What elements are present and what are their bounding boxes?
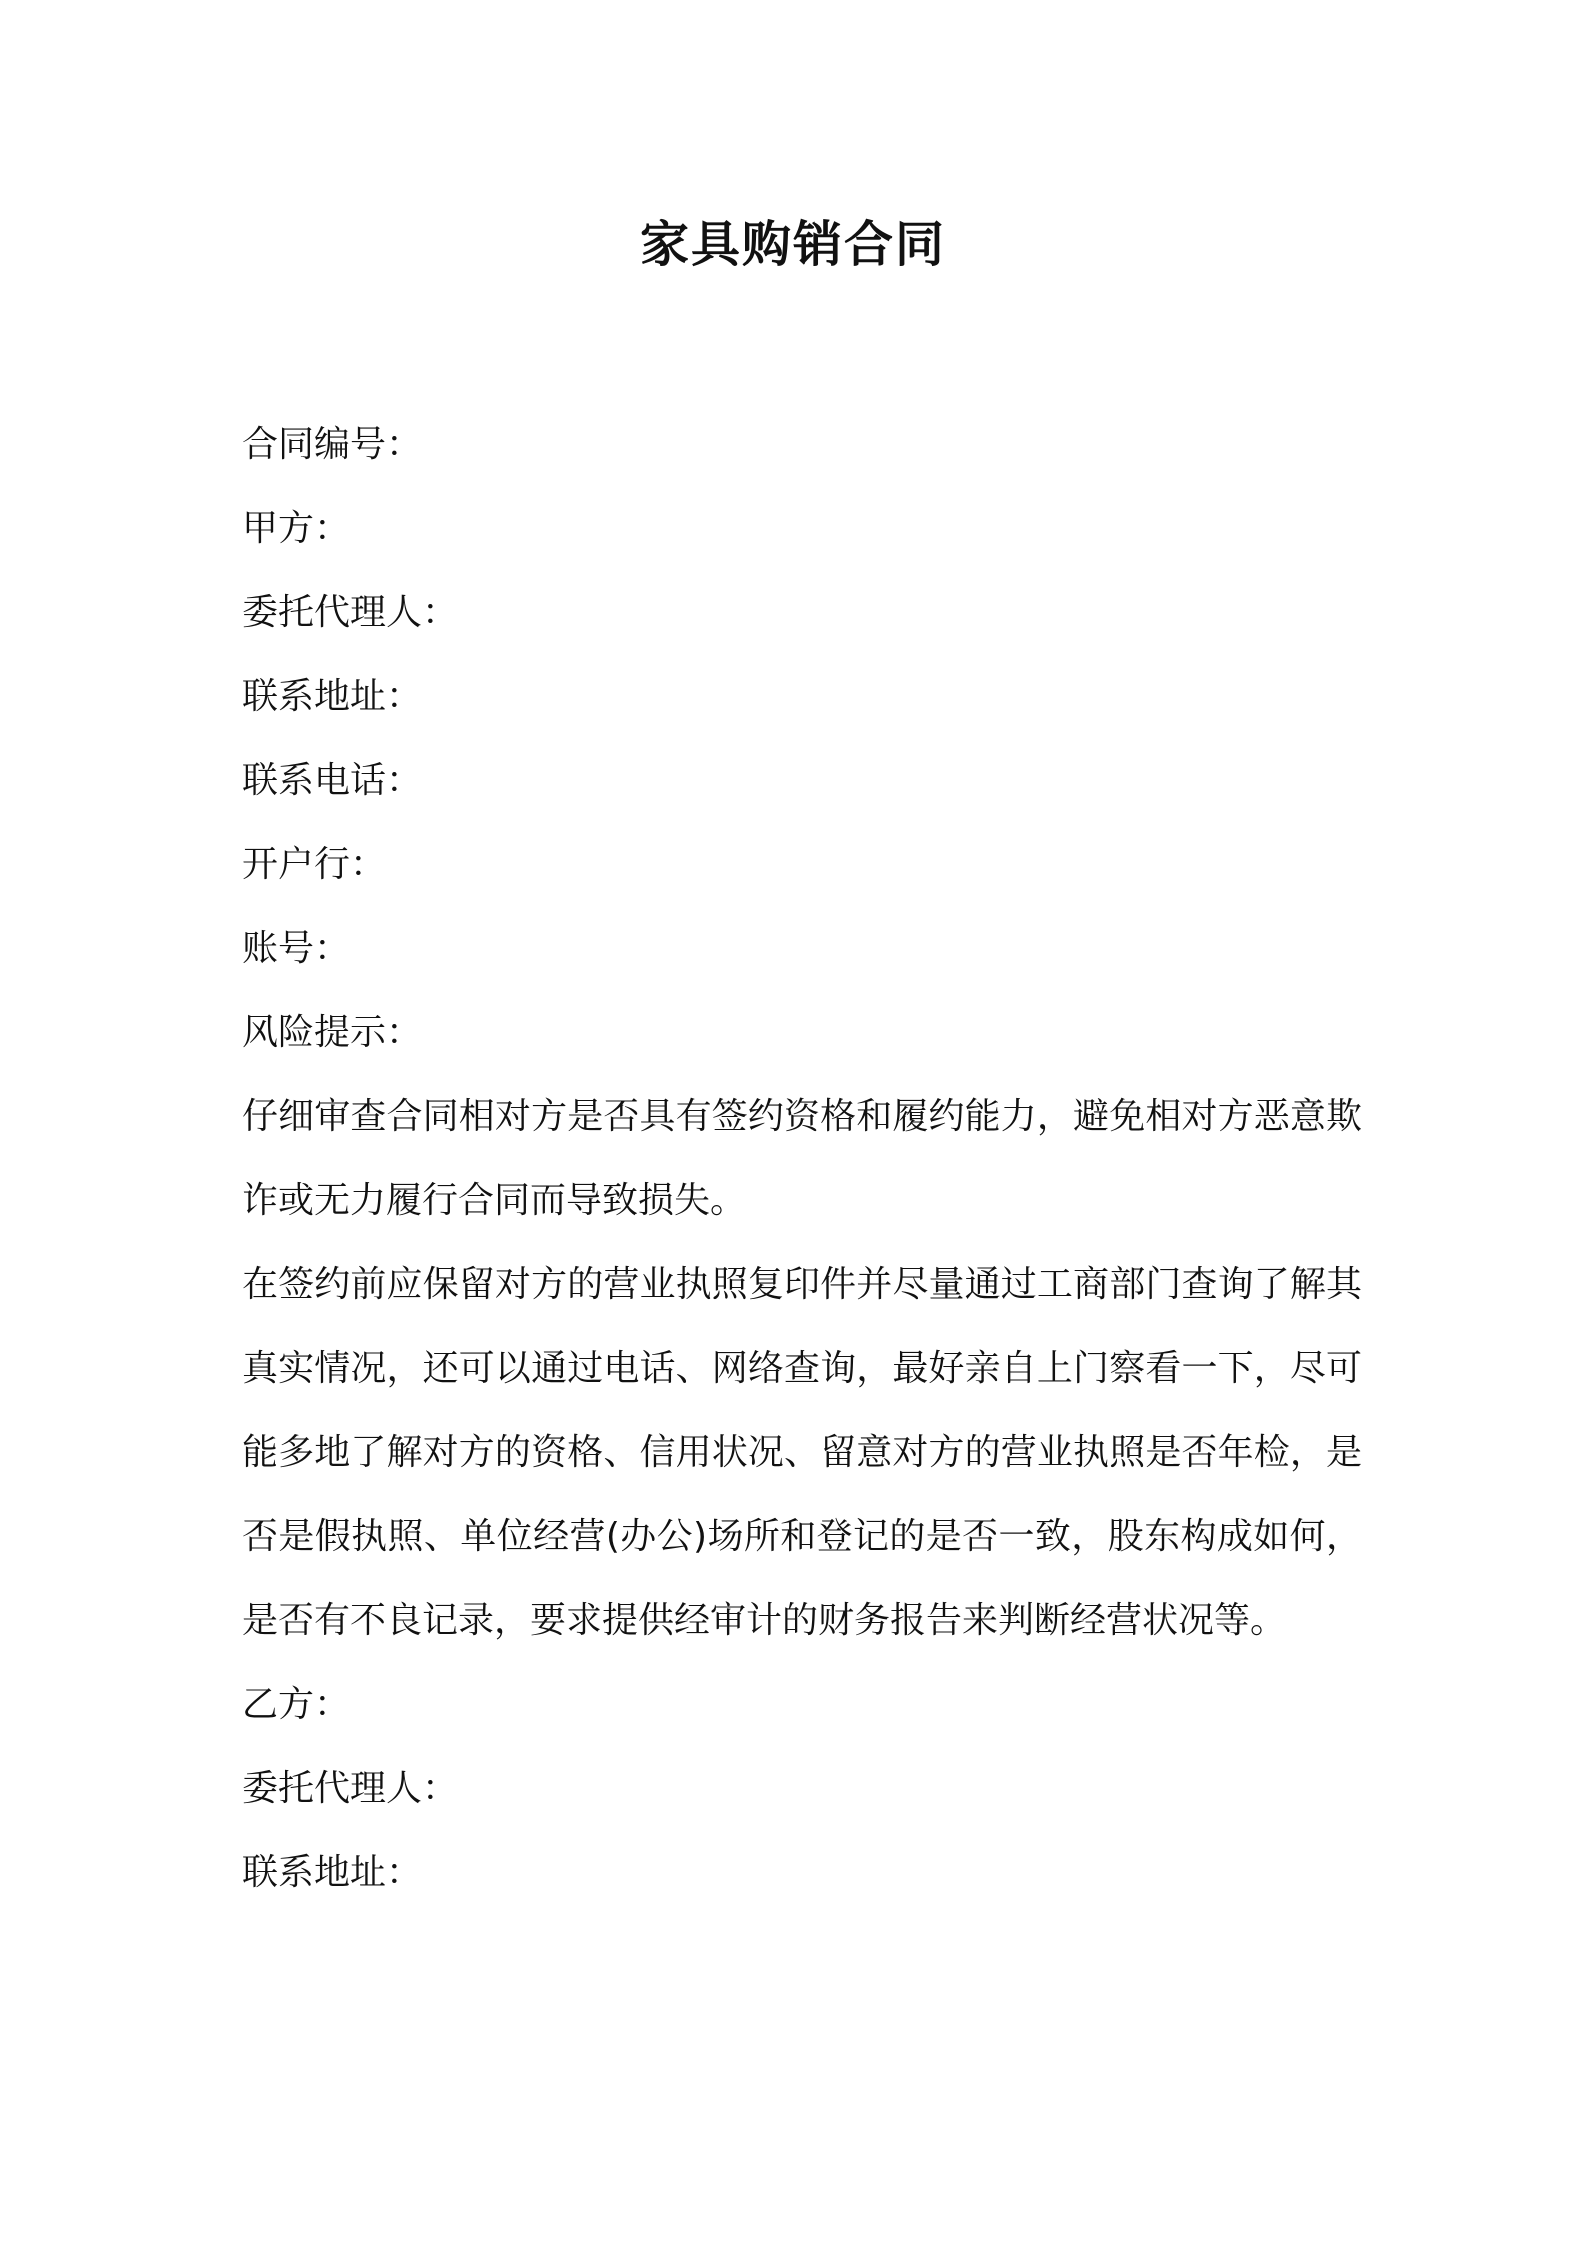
field-party-a-agent: 委托代理人：	[242, 592, 459, 633]
field-party-b-agent: 委托代理人：	[242, 1768, 459, 1809]
field-party-a-account: 账号：	[242, 928, 351, 969]
field-party-a-bank: 开户行：	[242, 844, 387, 885]
field-party-a: 甲方：	[242, 508, 351, 549]
document-title: 家具购销合同	[639, 216, 946, 273]
field-party-a-address: 联系地址：	[242, 676, 423, 717]
field-party-b: 乙方：	[242, 1684, 351, 1725]
risk-paragraph: 在签约前应保留对方的营业执照复印件并尽量通过工商部门查询了解其真实情况，还可以通过电话、网络查询，最好亲自上门察看一下，尽可能多地了解对方的资格、信用状况、留意对方的营业执照是否年检，是否是假执照、单位经营(办公)场所和登记的是否一致，股东构成如何，是否有不良记录，要求提供经审计的财务报告来判断经营状况等。	[242, 1264, 1362, 1641]
risk-paragraph: 仔细审查合同相对方是否具有签约资格和履约能力，避免相对方恶意欺诈或无力履行合同而导致损失。	[242, 1096, 1362, 1221]
field-party-a-phone: 联系电话：	[242, 760, 423, 801]
field-party-b-address: 联系地址：	[242, 1852, 423, 1893]
risk-heading: 风险提示：	[242, 1012, 423, 1053]
field-contract-number: 合同编号：	[242, 424, 423, 465]
document-body	[242, 403, 1362, 1915]
